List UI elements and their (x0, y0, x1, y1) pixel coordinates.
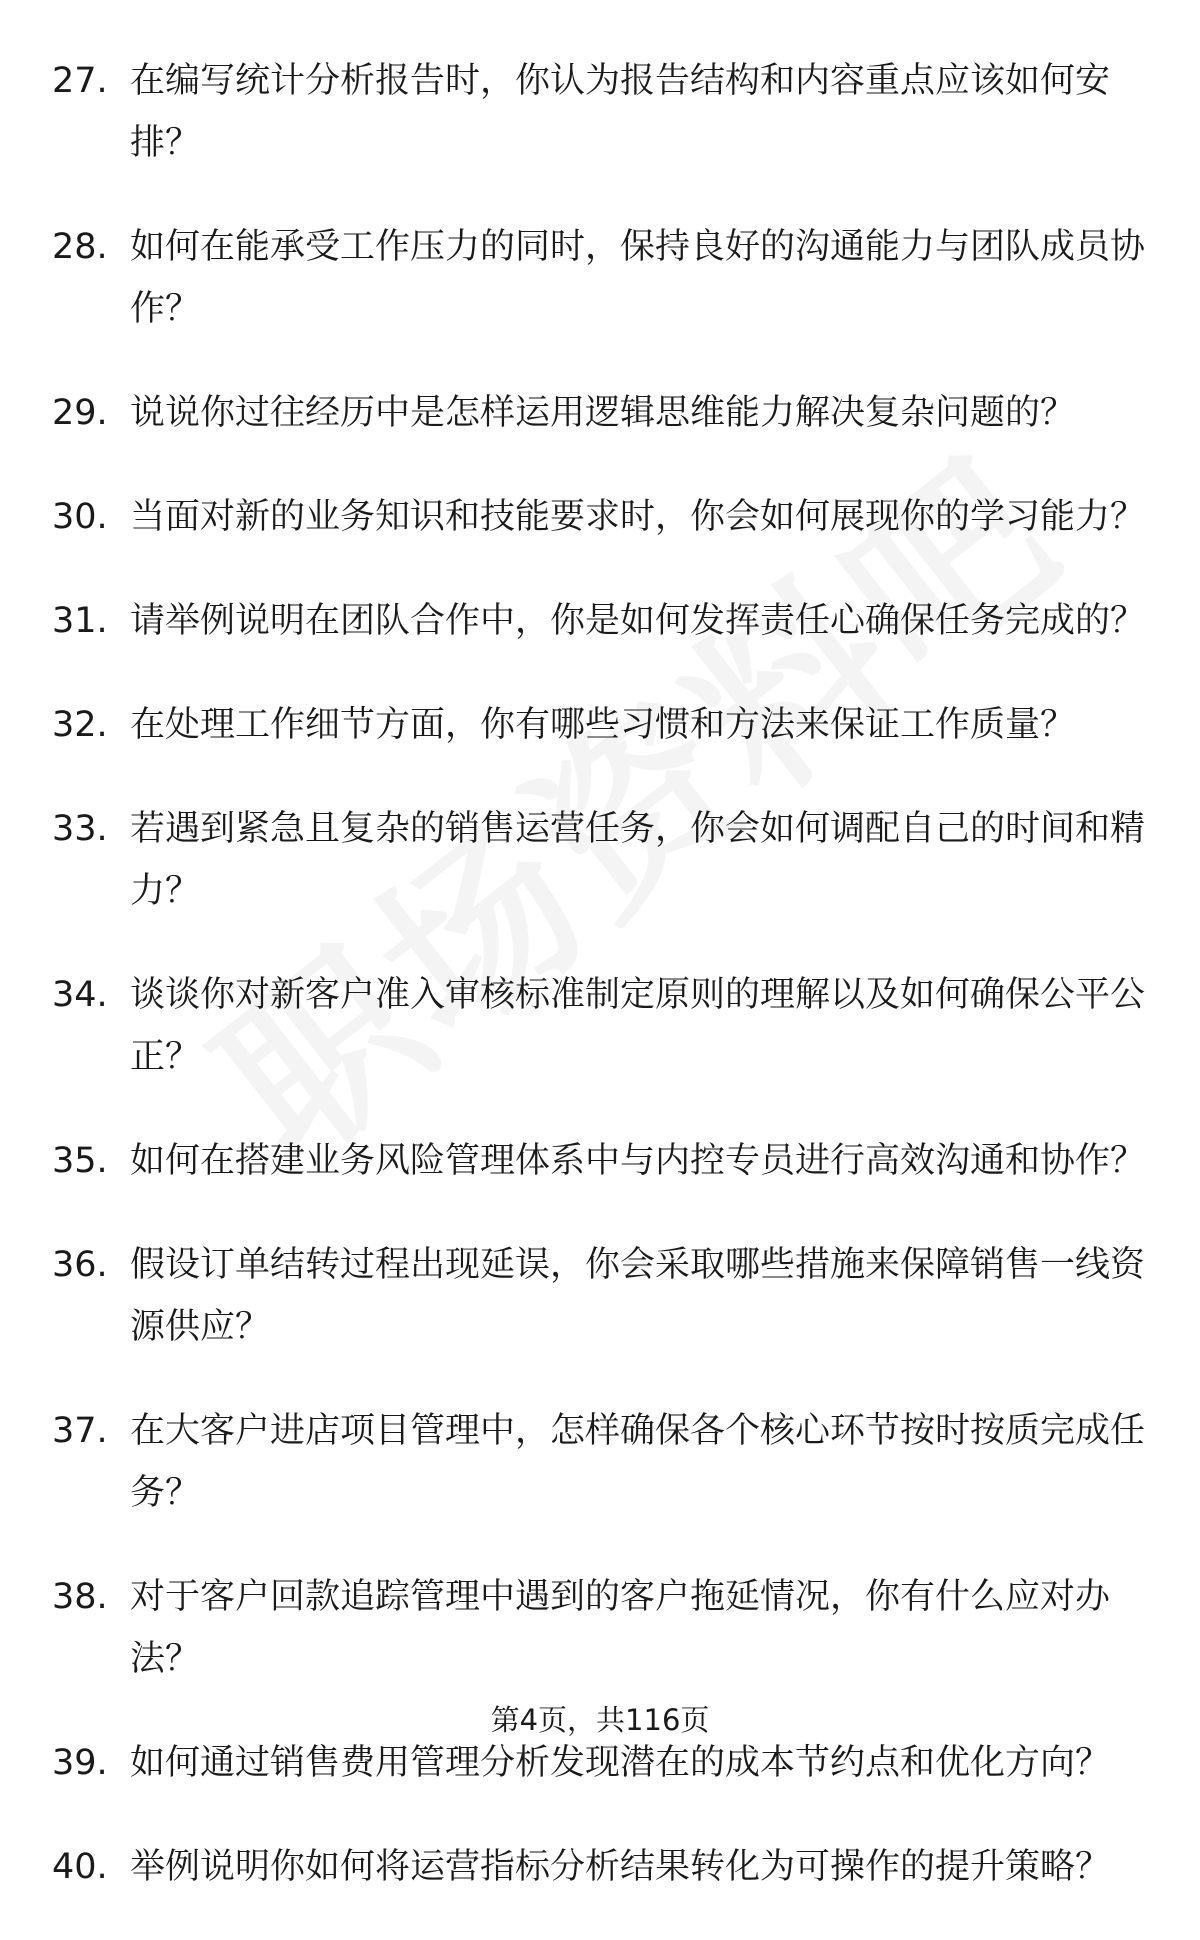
question-text: 请举例说明在团队合作中，你是如何发挥责任心确保任务完成的？ (130, 601, 1146, 641)
question-item (0, 486, 1200, 548)
question-item (0, 694, 1200, 756)
question-text: 如何在搭建业务风险管理体系中与内控专员进行高效沟通和协作？ (130, 1141, 1146, 1181)
question-item (0, 216, 1200, 340)
question-item (0, 1130, 1200, 1192)
question-number: 33. (52, 809, 108, 849)
question-text: 谈谈你对新客户准入审核标准制定原则的理解以及如何确保公平公正？ (130, 975, 1146, 1077)
question-number: 29. (52, 393, 108, 433)
question-text: 说说你过往经历中是怎样运用逻辑思维能力解决复杂问题的？ (130, 393, 1076, 433)
question-item (0, 50, 1200, 174)
question-text: 举例说明你如何将运营指标分析结果转化为可操作的提升策略？ (130, 1847, 1111, 1887)
question-item (0, 1234, 1200, 1358)
question-number: 36. (52, 1245, 108, 1285)
question-number: 32. (52, 705, 108, 745)
question-item (0, 382, 1200, 444)
question-text: 假设订单结转过程出现延误，你会采取哪些措施来保障销售一线资源供应？ (130, 1245, 1146, 1347)
question-text: 在大客户进店项目管理中，怎样确保各个核心环节按时按质完成任务？ (130, 1411, 1146, 1513)
question-number: 27. (52, 61, 108, 101)
question-item (0, 1732, 1200, 1794)
question-item (0, 590, 1200, 652)
question-number: 28. (52, 227, 108, 267)
question-text: 在编写统计分析报告时，你认为报告结构和内容重点应该如何安排？ (130, 61, 1111, 163)
question-text: 当面对新的业务知识和技能要求时，你会如何展现你的学习能力？ (130, 497, 1146, 537)
question-number: 38. (52, 1577, 108, 1617)
question-number: 30. (52, 497, 108, 537)
question-item (0, 798, 1200, 922)
question-item (0, 1566, 1200, 1690)
question-text: 若遇到紧急且复杂的销售运营任务，你会如何调配自己的时间和精力？ (130, 809, 1146, 911)
question-list (0, 50, 1200, 1940)
question-number: 34. (52, 975, 108, 1015)
question-item (0, 964, 1200, 1088)
question-text: 如何在能承受工作压力的同时，保持良好的沟通能力与团队成员协作？ (130, 227, 1146, 329)
question-text: 如何通过销售费用管理分析发现潜在的成本节约点和优化方向？ (130, 1743, 1111, 1783)
question-text: 在处理工作细节方面，你有哪些习惯和方法来保证工作质量？ (130, 705, 1076, 745)
question-item (0, 1400, 1200, 1524)
question-number: 40. (52, 1847, 108, 1887)
question-number: 35. (52, 1141, 108, 1181)
question-item (0, 1836, 1200, 1898)
question-number: 39. (52, 1743, 108, 1783)
question-number: 37. (52, 1411, 108, 1451)
page-footer: 第4页，共116页 (490, 1703, 710, 1737)
question-number: 31. (52, 601, 108, 641)
question-text: 对于客户回款追踪管理中遇到的客户拖延情况，你有什么应对办法？ (130, 1577, 1111, 1679)
